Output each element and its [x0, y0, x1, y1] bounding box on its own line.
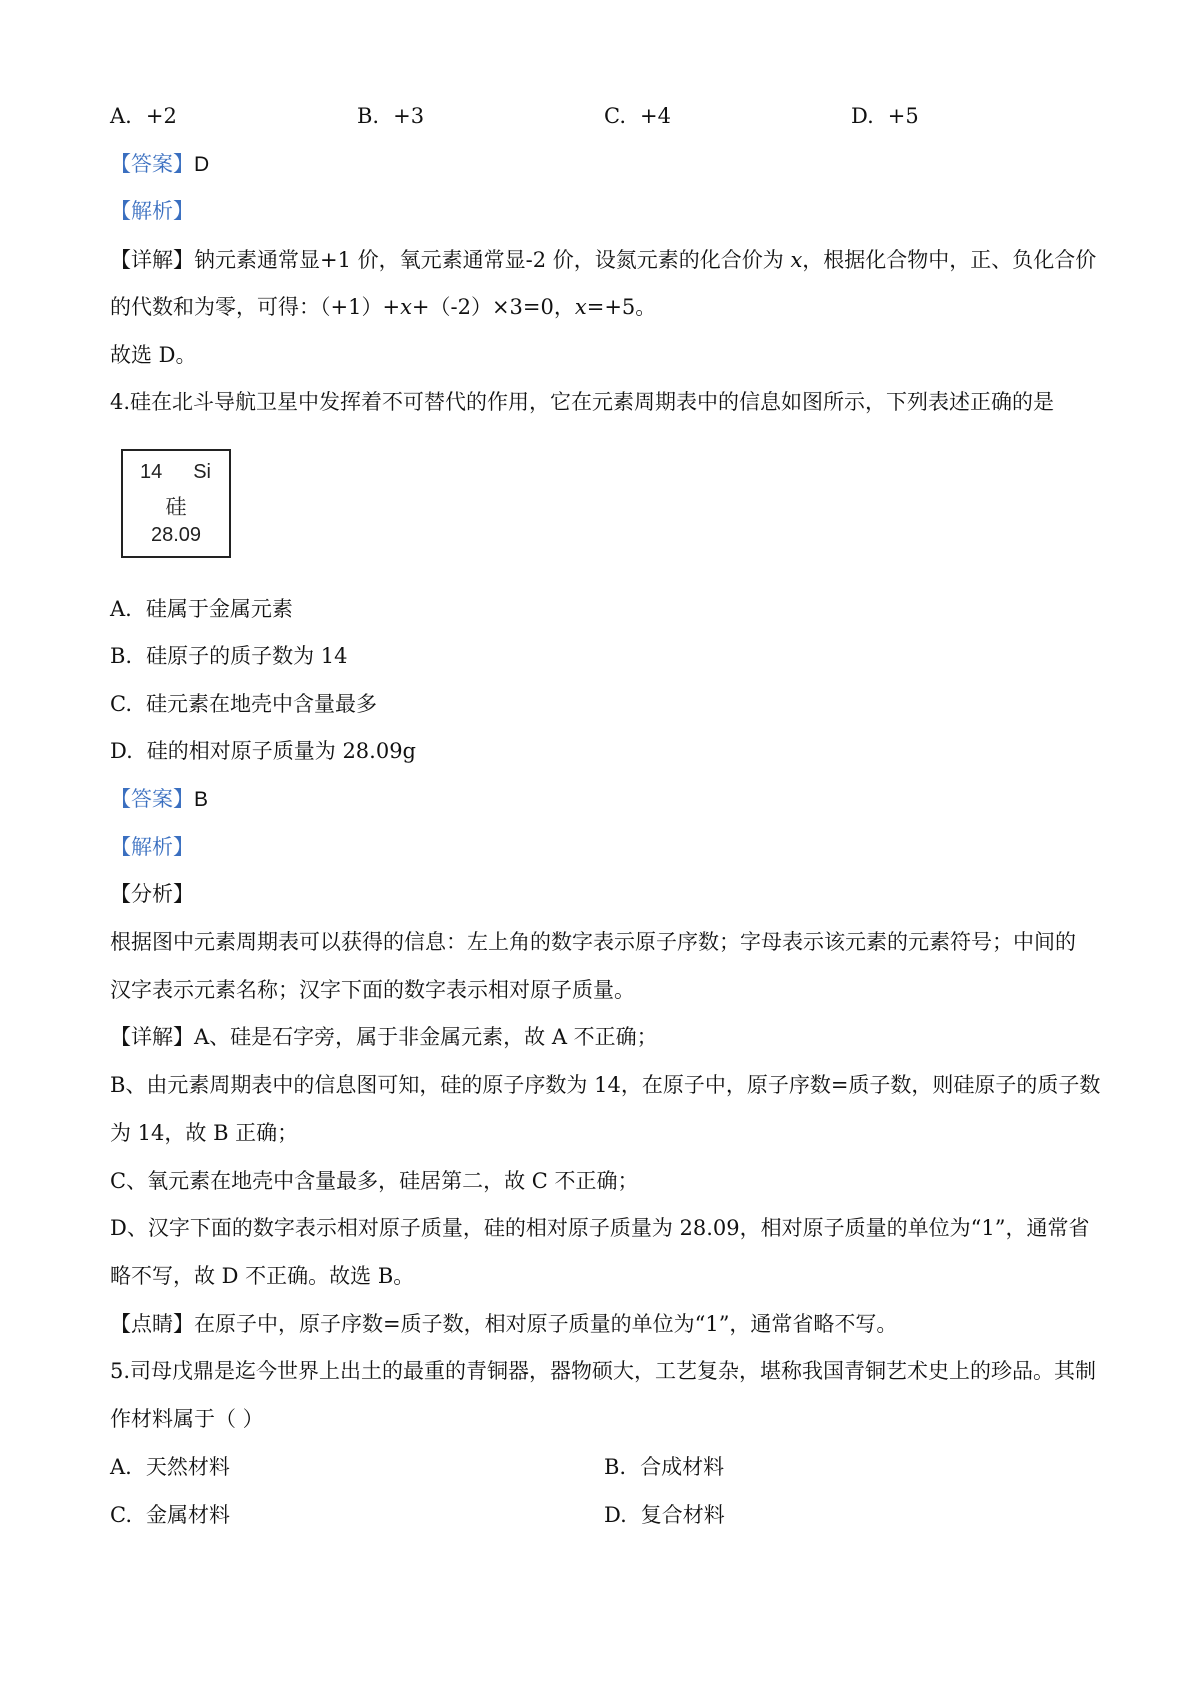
q4-detail-b1: B、由元素周期表中的信息图可知，硅的原子序数为 14，在原子中，原子序数=质子数，则硅原子的质子数: [110, 1073, 1101, 1097]
q3-detail-line1: 【详解】钠元素通常显+1 价，氧元素通常显-2 价，设氮元素的化合价为 x，根据化合物中，正、负化合价: [110, 248, 1097, 272]
q4-option-d: D. 硅的相对原子质量为 28.09g: [110, 739, 417, 763]
q4-analysis-label: 【解析】: [110, 835, 194, 859]
q4-fenxi-label: 【分析】: [110, 882, 194, 906]
q5-option-d: D. 复合材料: [604, 1503, 725, 1527]
q3-analysis-label: 【解析】: [110, 199, 194, 223]
q4-option-b: B. 硅原子的质子数为 14: [110, 644, 348, 668]
element-name: 硅: [165, 495, 187, 519]
q3-answer: 【答案】D: [110, 152, 210, 176]
q4-detail-b2: 为 14，故 B 正确；: [110, 1121, 299, 1145]
q3-detail-line2: 的代数和为零，可得：（+1）+x+（-2）×3=0，x=+5。: [110, 295, 657, 319]
q4-detail-c: C、氧元素在地壳中含量最多，硅居第二，故 C 不正确；: [110, 1169, 639, 1193]
q5-stem-line2: 作材料属于（ ）: [110, 1407, 264, 1431]
atomic-mass: 28.09: [150, 524, 202, 546]
q5-option-b: B. 合成材料: [604, 1455, 725, 1479]
q3-conclusion: 故选 D。: [110, 343, 197, 367]
atomic-number: 14: [140, 461, 163, 483]
q4-stem: 4.硅在北斗导航卫星中发挥着不可替代的作用，它在元素周期表中的信息如图所示，下列表述正确的是: [110, 390, 1055, 414]
q3-option-d: D. +5: [851, 104, 919, 128]
silicon-element-card: [121, 449, 231, 558]
q4-option-c: C. 硅元素在地壳中含量最多: [110, 692, 377, 716]
q3-option-c: C. +4: [604, 104, 671, 128]
q3-option-a: A. +2: [110, 104, 177, 128]
q4-dianjing: 【点睛】在原子中，原子序数=质子数，相对原子质量的单位为“1”，通常省略不写。: [110, 1312, 898, 1336]
q4-fenxi-line2: 汉字表示元素名称；汉字下面的数字表示相对原子质量。: [110, 978, 635, 1002]
q4-detail-a: 【详解】A、硅是石字旁，属于非金属元素，故 A 不正确；: [110, 1025, 658, 1049]
q4-detail-d1: D、汉字下面的数字表示相对原子质量，硅的相对原子质量为 28.09，相对原子质量的单位为“1”，通常省: [110, 1216, 1090, 1240]
element-symbol: Si: [193, 461, 211, 483]
q4-answer: 【答案】B: [110, 787, 209, 811]
q5-option-a: A. 天然材料: [110, 1455, 230, 1479]
q4-fenxi-line1: 根据图中元素周期表可以获得的信息：左上角的数字表示原子序数；字母表示该元素的元素符号；中间的: [110, 930, 1076, 954]
q4-detail-d2: 略不写，故 D 不正确。故选 B。: [110, 1264, 415, 1288]
q5-option-c: C. 金属材料: [110, 1503, 230, 1527]
q4-option-a: A. 硅属于金属元素: [110, 597, 293, 621]
q5-stem-line1: 5.司母戊鼎是迄今世界上出土的最重的青铜器，器物硕大，工艺复杂，堪称我国青铜艺术史上的珍品。其制: [110, 1359, 1097, 1383]
q3-option-b: B. +3: [357, 104, 425, 128]
